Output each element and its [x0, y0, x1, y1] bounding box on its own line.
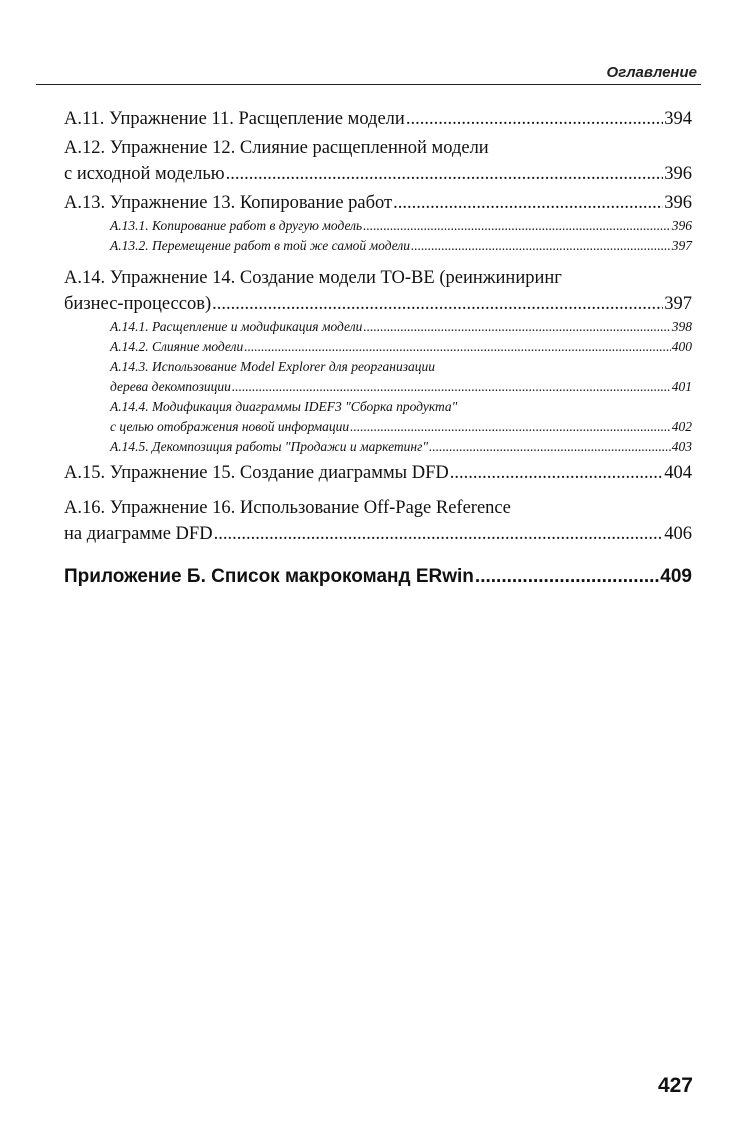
toc-entry-title: А.13. Упражнение 13. Копирование работ: [64, 193, 393, 213]
toc-entry-page: 400: [671, 339, 692, 354]
toc-entry-title: А.14.5. Декомпозиция работы "Продажи и маркетинг": [110, 439, 429, 454]
toc-entry-page: 396: [664, 164, 692, 184]
toc-entry-page: 403: [671, 439, 692, 454]
toc-entry-page: 397: [671, 238, 692, 253]
dot-leader: [214, 521, 664, 547]
toc-entry-a13-1[interactable]: [64, 216, 692, 236]
toc-entry-page: 404: [664, 463, 692, 483]
toc-entry-title: А.14.2. Слияние модели: [110, 339, 244, 354]
toc-entry-page: 396: [671, 218, 692, 233]
toc-entry-a14-5[interactable]: [64, 437, 692, 457]
toc-entry-title-cont: дерева декомпозиции: [110, 379, 231, 394]
toc-entry-a14-2[interactable]: [64, 337, 692, 357]
toc-entry-title: Приложение Б. Список макрокоманд ERwin: [64, 566, 474, 587]
toc-entry-title: А.11. Упражнение 11. Расщепление модели: [64, 109, 405, 129]
dot-leader: [406, 106, 663, 132]
dot-leader: [475, 562, 659, 592]
toc-entry-title: А.13.2. Перемещение работ в той же самой модели: [110, 238, 411, 253]
page-number: 427: [657, 1074, 693, 1097]
toc-entry-title: А.14. Упражнение 14. Создание модели ТО-ВЕ (реинжиниринг: [64, 268, 562, 288]
toc-entry-a14-1[interactable]: [64, 317, 692, 337]
toc-entry-title-cont: с исходной моделью: [64, 164, 225, 184]
table-of-contents: [64, 106, 692, 547]
toc-entry-a14-4[interactable]: [64, 397, 692, 437]
toc-entry-title: А.14.1. Расщепление и модификация модели: [110, 319, 363, 334]
toc-entry-title: А.13.1. Копирование работ в другую модель: [110, 218, 363, 233]
toc-entry-a15[interactable]: [64, 460, 692, 486]
toc-entry-a13-2[interactable]: [64, 236, 692, 256]
toc-entry-title: А.16. Упражнение 16. Использование Off-Page Reference: [64, 498, 511, 518]
toc-entry-page: 402: [671, 419, 692, 434]
toc-entry-page: 398: [671, 319, 692, 334]
toc-entry-a13[interactable]: [64, 190, 692, 216]
dot-leader: [232, 377, 671, 397]
dot-leader: [429, 437, 671, 457]
toc-entry-page: 409: [660, 566, 692, 587]
toc-entry-a16[interactable]: [64, 495, 692, 547]
toc-entry-page: 401: [671, 379, 692, 394]
toc-entry-a12[interactable]: [64, 135, 692, 187]
dot-leader: [393, 190, 663, 216]
dot-leader: [244, 337, 671, 357]
toc-entry-title-cont: на диаграмме DFD: [64, 524, 213, 544]
toc-entry-page: 396: [664, 193, 692, 213]
toc-entry-title: А.14.4. Модификация диаграммы IDEF3 "Сборка продукта": [110, 399, 458, 414]
dot-leader: [450, 460, 664, 486]
dot-leader: [411, 236, 671, 256]
toc-entry-title-cont: бизнес-процессов): [64, 294, 212, 314]
running-header-title: Оглавление: [606, 64, 697, 81]
dot-leader: [350, 417, 671, 437]
toc-entry-title-cont: с целью отображения новой информации: [110, 419, 350, 434]
toc-entry-appendix-b[interactable]: [64, 562, 692, 592]
toc-entry-page: 406: [664, 524, 692, 544]
toc-entry-page: 394: [664, 109, 692, 129]
toc-entry-title: А.15. Упражнение 15. Создание диаграммы DFD: [64, 463, 449, 483]
dot-leader: [212, 291, 663, 317]
toc-entry-a11[interactable]: [64, 106, 692, 132]
dot-leader: [363, 317, 670, 337]
toc-entry-page: 397: [664, 294, 692, 314]
toc-entry-a14-3[interactable]: [64, 357, 692, 397]
toc-entry-title: А.12. Упражнение 12. Слияние расщепленной модели: [64, 138, 489, 158]
header-divider: [36, 84, 701, 85]
toc-entry-title: А.14.3. Использование Model Explorer для реорганизации: [110, 359, 435, 374]
dot-leader: [363, 216, 671, 236]
dot-leader: [226, 161, 664, 187]
toc-entry-a14[interactable]: [64, 265, 692, 317]
